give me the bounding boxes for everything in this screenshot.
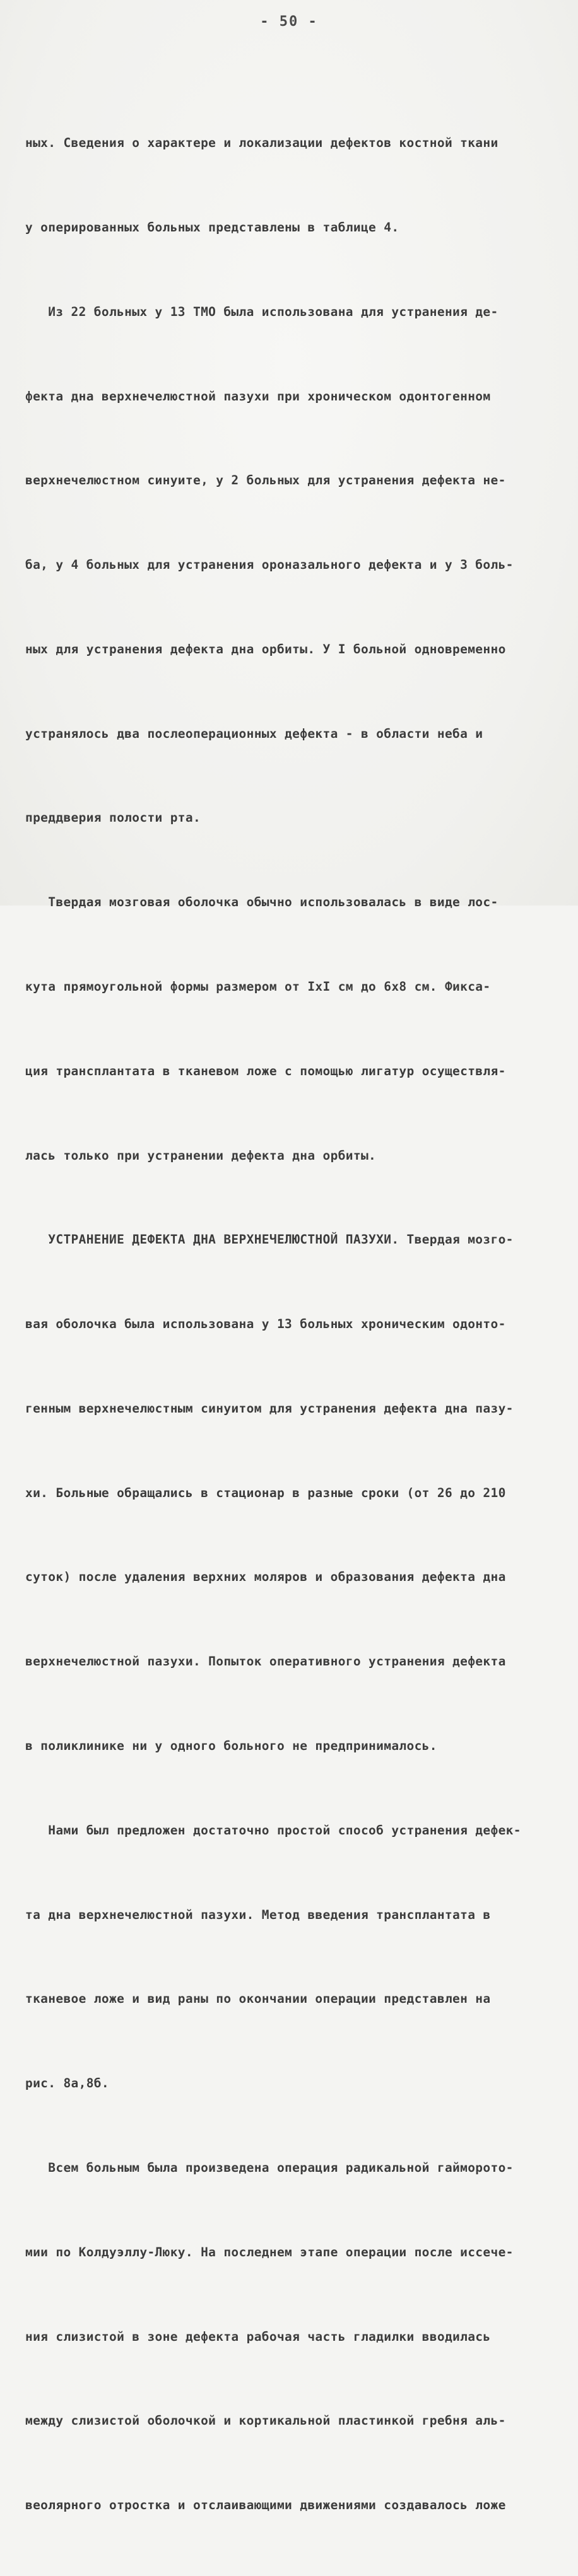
- text-line: ных для устранения дефекта дна орбиты. У I больной одновременно: [25, 641, 506, 656]
- text-line: Нами был предложен достаточно простой способ устранения дефек-: [25, 1822, 521, 1838]
- text-line: у оперированных больных представлены в таблице 4.: [25, 219, 399, 235]
- body-text: [25, 73, 562, 2576]
- text-line: фекта дна верхнечелюстной пазухи при хроническом одонтогенном: [25, 388, 491, 404]
- text-line: преддверия полости рта.: [25, 810, 201, 825]
- text-line: хи. Больные обращались в стационар в разные сроки (от 26 до 210: [25, 1485, 506, 1500]
- text-line: Из 22 больных у 13 ТМО была использована для устранения де-: [25, 304, 498, 319]
- text-line: ных. Сведения о характере и локализации дефектов костной ткани: [25, 136, 498, 151]
- text-line: Всем больным была произведена операция радикальной гайморото-: [25, 2160, 514, 2175]
- text-line: тканевое ложе и вид раны по окончании операции представлен на: [25, 1991, 491, 2007]
- text-line: ния слизистой в зоне дефекта рабочая часть гладилки вводилась: [25, 2329, 491, 2344]
- page-number: - 50 -: [260, 14, 318, 30]
- text-line: лась только при устранении дефекта дна орбиты.: [25, 1148, 377, 1163]
- text-line: ция трансплантата в тканевом ложе с помощью лигатур осуществля-: [25, 1063, 506, 1078]
- text-line: УСТРАНЕНИЕ ДЕФЕКТА ДНА ВЕРХНЕЧЕЛЮСТНОЙ ПАЗУХИ. Твердая мозго-: [25, 1232, 514, 1247]
- text-line: в поликлинике ни у одного больного не предпринималось.: [25, 1739, 437, 1754]
- text-line: устранялось два послеоперационных дефекта - в области неба и: [25, 726, 483, 741]
- text-line: веолярного отростка и отслаивающими движениями создавалось ложе: [25, 2498, 506, 2513]
- text-line: ба, у 4 больных для устранения ороназального дефекта и у 3 боль-: [25, 557, 514, 573]
- text-line: суток) после удаления верхних моляров и образования дефекта дна: [25, 1570, 506, 1585]
- text-line: генным верхнечелюстным синуитом для устранения дефекта дна пазу-: [25, 1401, 514, 1416]
- text-line: кута прямоугольной формы размером от IxI см до 6х8 см. Фикса-: [25, 979, 491, 994]
- text-line: рис. 8а,8б.: [25, 2076, 109, 2091]
- text-line: мии по Колдуэллу-Люку. На последнем этапе операции после иссече-: [25, 2244, 514, 2259]
- text-line: верхнечелюстном синуите, у 2 больных для устранения дефекта не-: [25, 473, 506, 488]
- text-line: Твердая мозговая оболочка обычно использовалась в виде лос-: [25, 895, 498, 910]
- text-line: та дна верхнечелюстной пазухи. Метод введения трансплантата в: [25, 1907, 491, 1922]
- text-line: вая оболочка была использована у 13 больных хроническим одонто-: [25, 1317, 506, 1332]
- text-line: между слизистой оболочкой и кортикальной пластинкой гребня аль-: [25, 2413, 506, 2428]
- text-line: верхнечелюстной пазухи. Попыток оперативного устранения дефекта: [25, 1654, 506, 1669]
